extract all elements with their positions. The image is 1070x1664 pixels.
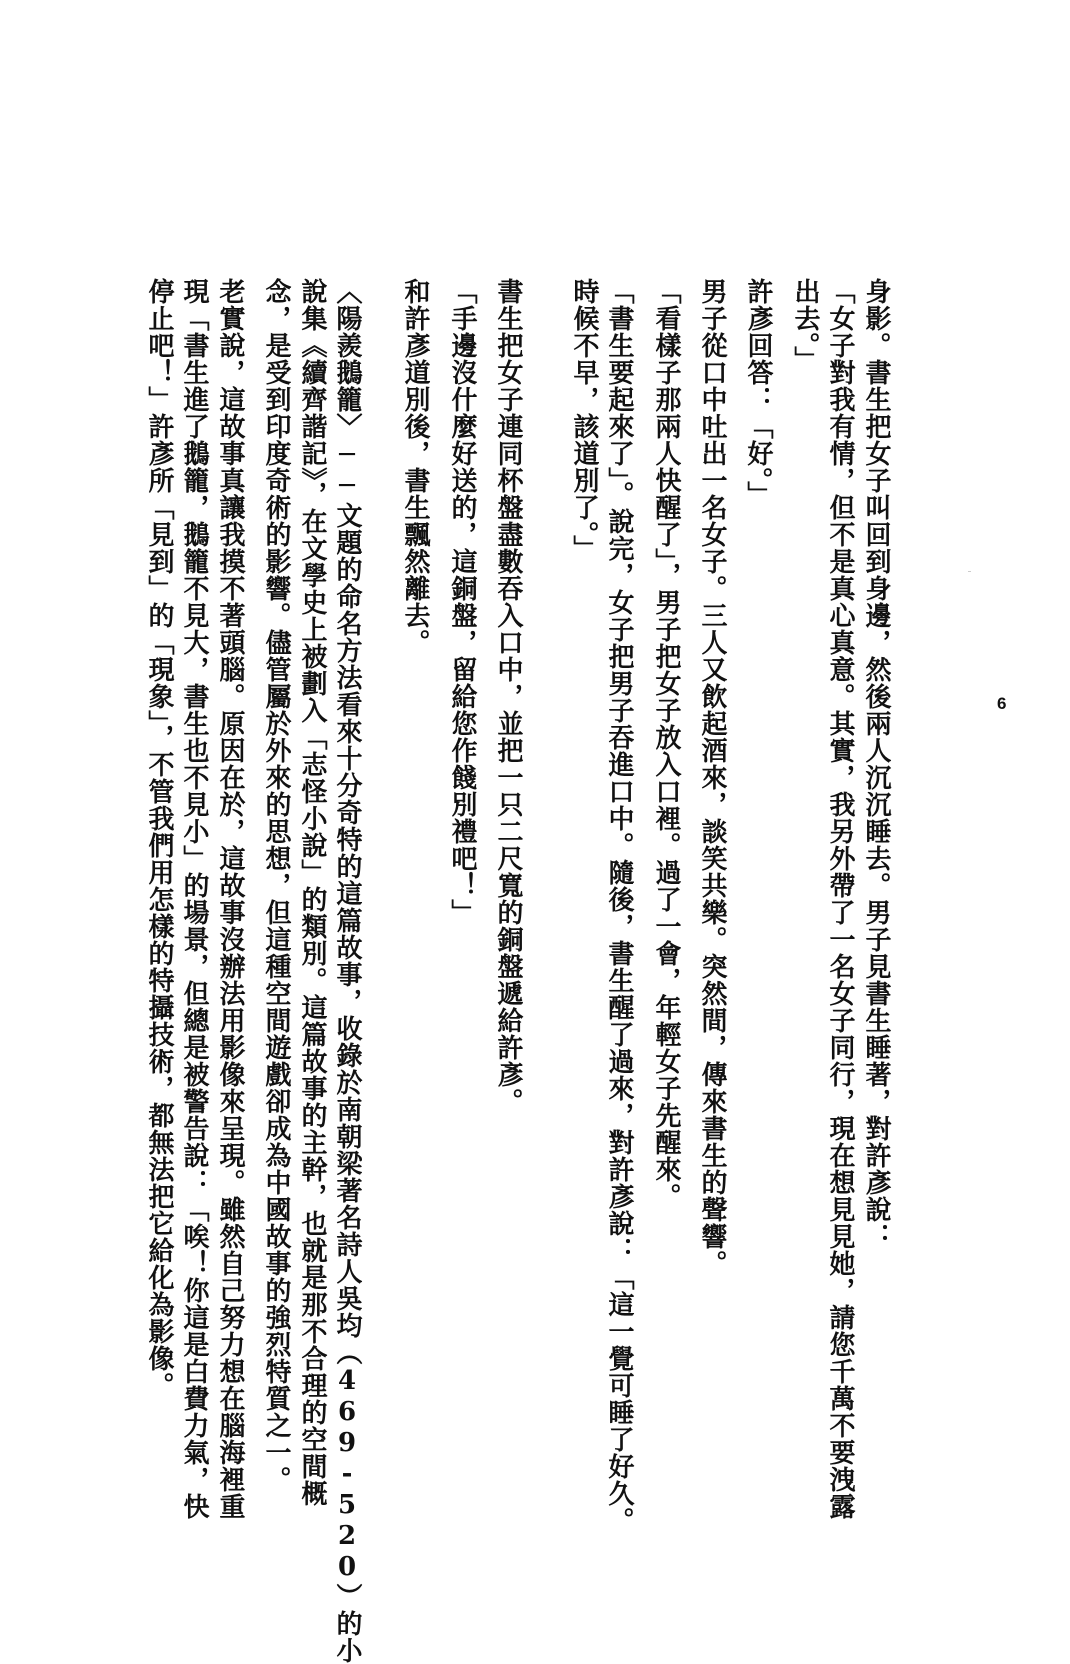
page-number: 6 [997,694,1007,713]
text-column-8: 時候不早，該道別了。」 [569,278,599,562]
text-column-4: 許彥回答：「好。」 [743,278,773,508]
text-column-5: 男子從口中吐出一名女子。三人又飲起酒來，談笑共樂。突然間，傳來書生的聲響。 [697,278,727,1277]
text-column-16: 現「書生進了鵝籠，鵝籠不見大，書生也不見小」的場景，但總是被警告說：「唉！你這是白費力氣，快 [179,278,209,1520]
text-column-10: 「手邊沒什麼好送的，這銅盤，留給您作餞別禮吧！」 [447,278,477,926]
text-column-6: 「看樣子那兩人快醒了」，男子把女子放入口裡。過了一會，年輕女子先醒來。 [651,278,681,1210]
scan-speck [968,571,971,572]
text-column-11: 和許彥道別後，書生飄然離去。 [400,278,430,656]
text-column-1: 身影。書生把女子叫回到身邊，然後兩人沉沉睡去。男子見書生睡著，對許彥說： [861,278,891,1250]
text-column-12: 〈陽羨鵝籠〉──文題的命名方法看來十分奇特的這篇故事，收錄於南朝梁著名詩人吳均（469-520）的小 [332,278,362,1664]
text-column-9: 書生把女子連同杯盤盡數吞入口中，並把一只二尺寬的銅盤遞給許彥。 [493,278,523,1115]
text-column-17: 停止吧！」許彥所「見到」的「現象」，不管我們用怎樣的特攝技術，都無法把它給化為影像。 [144,278,174,1399]
text-column-7: 「書生要起來了」。說完，女子把男子吞進口中。隨後，書生醒了過來，對許彥說：「這一覺可睡了好久。 [604,278,634,1534]
text-column-14: 念，是受到印度奇術的影響。儘管屬於外來的思想，但這種空間遊戲卻成為中國故事的強烈特質之一。 [261,278,291,1493]
text-column-15: 老實說，這故事真讓我摸不著頭腦。原因在於，這故事沒辦法用影像來呈現。雖然自己努力想在腦海裡重 [215,278,245,1520]
text-column-3: 出去。」 [790,278,820,373]
text-column-2: 「女子對我有情，但不是真心真意。其實，我另外帶了一名女子同行，現在想見見她，請您千萬不要洩露 [825,278,855,1520]
text-column-13: 說集《續齊諧記》，在文學史上被劃入「志怪小說」的類別。這篇故事的主幹，也就是那不合理的空間概 [297,278,327,1507]
